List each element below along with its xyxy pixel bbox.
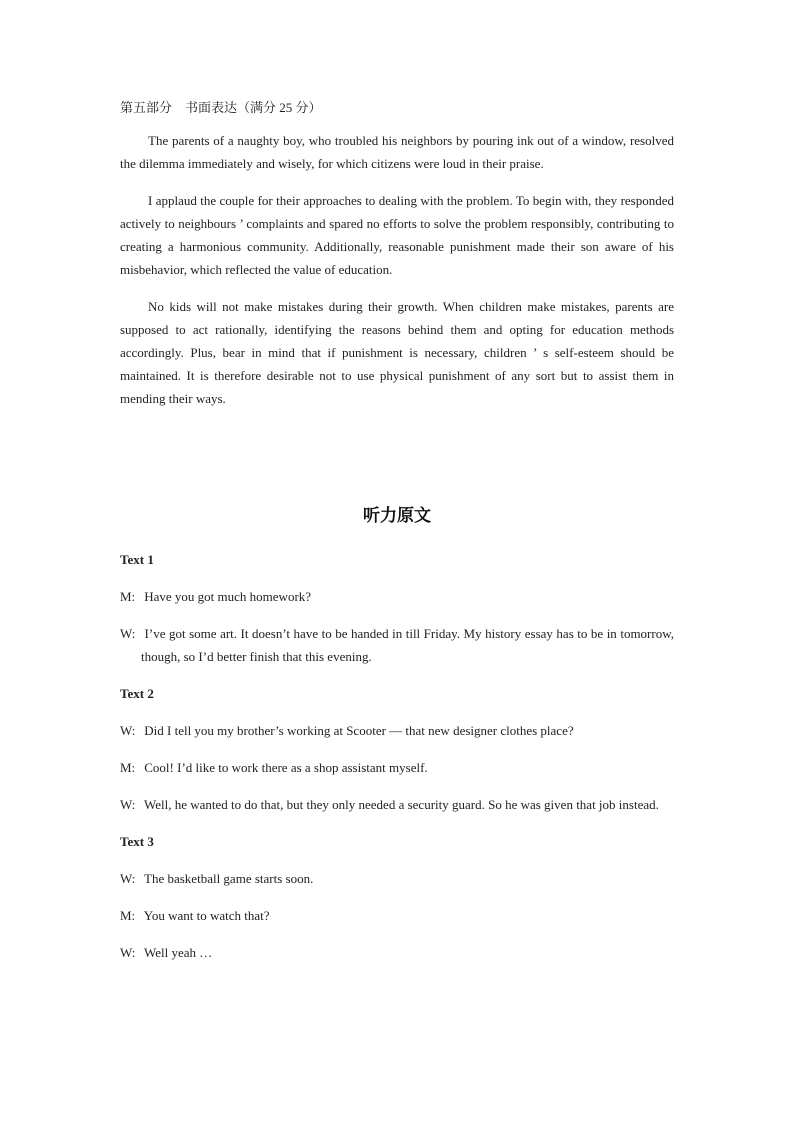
dialogue-line	[120, 756, 674, 779]
listening-title: 听力原文	[363, 506, 431, 526]
essay-paragraph-1: The parents of a naughty boy, who troubled his neighbors by pouring ink out of a window, resolved the dilemma immediately and wisely, for which citizens were loud in their praise.	[120, 133, 674, 171]
dialogue-line	[120, 793, 674, 816]
dialogue-text: Have you got much homework?	[144, 589, 312, 604]
dialogue-line	[120, 941, 674, 964]
text-label: Text 3	[120, 834, 154, 849]
essay-paragraph-3: No kids will not make mistakes during their growth. When children make mistakes, parents are supposed to act rationally, identifying the reasons behind them and opting for education methods accordingly. Plus, bear in mind that if punishment is necessary, children ’ s self-esteem should be maintained. It is therefore desirable not to use physical punishment of any sort but to assist them in mending their ways.	[120, 299, 674, 406]
speaker-label: W:	[120, 945, 136, 960]
dialogue-line	[120, 867, 674, 890]
dialogue-text: Did I tell you my brother’s working at Scooter — that new designer clothes place?	[144, 723, 574, 738]
speaker-label: W:	[120, 871, 136, 886]
document-page	[120, 96, 674, 978]
text-1-block	[120, 548, 674, 668]
speaker-label: W:	[120, 797, 136, 812]
dialogue-line	[120, 585, 674, 608]
essay-paragraph-2: I applaud the couple for their approaches to dealing with the problem. To begin with, they responded actively to neighbours ’ complaints and spared no efforts to solve the problem responsibly, contributing to creating a harmonious community. Additionally, reasonable punishment made their son aware of his misbehavior, which reflected the value of education.	[120, 193, 674, 277]
speaker-label: M:	[120, 760, 136, 775]
speaker-label: M:	[120, 589, 136, 604]
text-label: Text 1	[120, 552, 154, 567]
speaker-label: M:	[120, 908, 136, 923]
dialogue-text: The basketball game starts soon.	[144, 871, 314, 886]
text-3-block	[120, 830, 674, 964]
section-header: 第五部分 书面表达（满分 25 分）	[120, 100, 322, 115]
dialogue-line	[120, 622, 674, 668]
dialogue-text: Well, he wanted to do that, but they only needed a security guard. So he was given that job instead.	[144, 797, 659, 812]
text-label: Text 2	[120, 686, 154, 701]
dialogue-text: I’ve got some art. It doesn’t have to be handed in till Friday. My history essay has to be in tomorrow, though, so I’d better finish that this evening.	[141, 626, 675, 664]
text-2-block	[120, 682, 674, 816]
dialogue-text: You want to watch that?	[143, 908, 270, 923]
speaker-label: W:	[120, 626, 136, 641]
dialogue-text: Cool! I’d like to work there as a shop assistant myself.	[144, 760, 428, 775]
dialogue-text: Well yeah …	[144, 945, 213, 960]
dialogue-line	[120, 904, 674, 927]
speaker-label: W:	[120, 723, 136, 738]
dialogue-line	[120, 719, 674, 742]
